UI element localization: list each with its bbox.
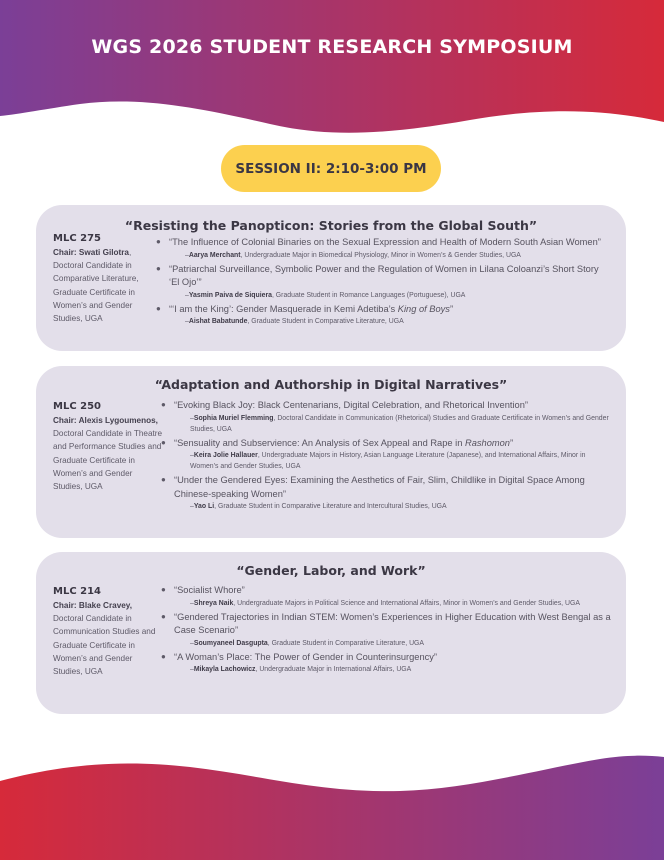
presenter-name: Keira Jolie Hallauer <box>193 452 258 459</box>
talk-item <box>159 611 611 649</box>
room-number: MLC 214 <box>53 586 102 597</box>
talk-title <box>174 437 609 451</box>
talk-title: “Gendered Trajectories in Indian STEM: Women’s Experiences in Higher Education with West Bengal as a Case Scenario” <box>174 611 611 635</box>
talk-item <box>159 399 609 435</box>
chair-name: Chair: Swati Gilotra <box>53 248 129 257</box>
chair-info <box>53 246 163 325</box>
talk-item <box>154 236 606 261</box>
talk-item <box>159 474 609 512</box>
chair-description: Doctoral Candidate in Comparative Literature, Graduate Certificate in Women’s and Gender Studies, UGA <box>53 261 139 324</box>
presenter: –Mikayla Lachowicz, Undergraduate Major in International Affairs, UGA <box>190 666 412 673</box>
presenter: –Yasmin Paiva de Siquiera, Graduate Student in Romance Languages (Portuguese), UGA <box>185 291 466 299</box>
presenter-name: Aarya Merchant <box>188 251 241 259</box>
footer-wave-banner <box>0 745 664 860</box>
bullet-icon: ● <box>156 263 161 273</box>
presenter-description: , Graduate Student in Comparative Literature, UGA <box>267 639 425 647</box>
talk-title: “Under the Gendered Eyes: Examining the Aesthetics of Fair, Slim, Childlike in Digital Space Among Chinese-speaking Women” <box>174 475 585 499</box>
presenter-description: , Graduate Student in Comparative Literature and Intercultural Studies, UGA <box>214 503 447 510</box>
talk-title-italic: King of Boys <box>397 303 450 314</box>
page-title: WGS 2026 STUDENT RESEARCH SYMPOSIUM <box>91 36 573 58</box>
chair-name: Chair: Alexis Lygoumenos, <box>53 416 158 425</box>
chair-separator: , <box>128 248 132 257</box>
talk-item <box>159 437 609 473</box>
chair-description: Doctoral Candidate in Communication Studies and Graduate Certificate in Women’s and Gender Studies, UGA <box>53 614 156 677</box>
talk-title: “The Influence of Colonial Binaries on the Sexual Expression and Health of Modern South Asian Women” <box>169 237 601 247</box>
talk-title: “Evoking Black Joy: Black Centenarians, Digital Celebration, and Rhetorical Invention” <box>174 400 528 410</box>
talk-title-text: “‘I am the King’: Gender Masquerade in Kemi Adetiba’s <box>169 303 398 314</box>
bullet-icon: ● <box>161 611 166 621</box>
talk-title: “Socialist Whore” <box>174 585 245 595</box>
presenter-name: Soumyaneel Dasgupta <box>193 639 268 647</box>
presenter: –Aishat Babatunde, Graduate Student in Comparative Literature, UGA <box>185 318 404 325</box>
room-number: MLC 275 <box>53 233 102 244</box>
room-number: MLC 250 <box>53 401 102 412</box>
bullet-icon: ● <box>161 437 166 447</box>
presenter-name: Yasmin Paiva de Siquiera <box>188 291 272 299</box>
bullet-icon: ● <box>156 237 161 246</box>
header-wave-banner <box>0 0 664 150</box>
talk-item <box>159 584 611 609</box>
panel-title: “Gender, Labor, and Work” <box>236 563 426 578</box>
presenter-description: , Undergraduate Majors in Political Science and International Affairs, Minor in Women’s and Gender Studies, UGA <box>233 599 580 607</box>
talk-list <box>154 236 606 329</box>
presenter-description: , Undergraduate Major in International Affairs, UGA <box>255 666 412 673</box>
talk-list <box>159 584 611 677</box>
bullet-icon: ● <box>161 400 166 409</box>
bullet-icon: ● <box>161 651 166 661</box>
presenter: –Soumyaneel Dasgupta, Graduate Student in Comparative Literature, UGA <box>190 639 425 647</box>
talk-title-end: ” <box>509 437 514 448</box>
panel-resisting-panopticon <box>36 205 626 351</box>
talk-item <box>159 651 611 676</box>
presenter: –Aarya Merchant, Undergraduate Major in Biomedical Physiology, Minor in Women’s & Gender Studies, UGA <box>185 251 521 259</box>
talk-item <box>154 303 606 328</box>
chair-info <box>53 599 163 678</box>
panel-digital-narratives <box>36 366 626 538</box>
panel-title: “Adaptation and Authorship in Digital Narratives” <box>154 377 508 392</box>
talk-title: “Patriarchal Surveillance, Symbolic Power and the Regulation of Women in Lilana Coloanzi’s Short Story ‘El Ojo’” <box>169 263 599 287</box>
bullet-icon: ● <box>161 585 166 594</box>
panel-info <box>53 400 163 493</box>
presenter-name: Aishat Babatunde <box>188 318 248 325</box>
panel-info <box>53 585 163 678</box>
chair-description: Doctoral Candidate in Theatre and Performance Studies and Graduate Certificate in Women’s and Gender Studies, UGA <box>53 429 163 492</box>
presenter-description: , Graduate Student in Romance Languages (Portuguese), UGA <box>271 291 466 299</box>
bullet-icon: ● <box>156 303 161 313</box>
chair-info <box>53 414 163 493</box>
presenter-description: , Graduate Student in Comparative Literature, UGA <box>247 318 404 325</box>
talk-item <box>154 263 606 301</box>
talk-title: “A Woman’s Place: The Power of Gender in Counterinsurgency” <box>174 651 438 662</box>
session-badge: SESSION II: 2:10-3:00 PM <box>221 145 441 192</box>
talk-list <box>159 399 609 514</box>
presenter: –Sophia Muriel Flemming, Doctoral Candidate in Communication (Rhetorical) Studies and Graduate Certificate in Women’s and Gender Studies, UGA <box>190 414 609 433</box>
presenter-description: , Undergraduate Major in Biomedical Physiology, Minor in Women’s & Gender Studies, UGA <box>240 251 521 259</box>
talk-title <box>169 303 606 317</box>
presenter: –Keira Jolie Hallauer, Undergraduate Majors in History, Asian Language Literature (Japanese), and International Affairs, Minor in Women’s and Gender Studies, UGA <box>190 452 586 470</box>
presenter: –Yao Li, Graduate Student in Comparative Literature and Intercultural Studies, UGA <box>190 503 447 510</box>
bullet-icon: ● <box>161 475 166 484</box>
panel-title: “Resisting the Panopticon: Stories from the Global South” <box>124 218 538 233</box>
presenter-name: Sophia Muriel Flemming <box>193 414 274 422</box>
presenter: –Shreya Naik, Undergraduate Majors in Political Science and International Affairs, Minor in Women’s and Gender Studies, UGA <box>190 599 580 607</box>
talk-title-end: ” <box>449 303 454 314</box>
presenter-name: Yao Li <box>193 503 215 510</box>
panel-info <box>53 232 163 325</box>
talk-title-text: “Sensuality and Subservience: An Analysis of Sex Appeal and Rape in <box>174 437 465 448</box>
talk-title-italic: Rashomon <box>464 437 510 448</box>
panel-gender-labor-work <box>36 552 626 714</box>
presenter-name: Shreya Naik <box>193 599 234 607</box>
presenter-description: , Doctoral Candidate in Communication (Rhetorical) Studies and Graduate Certificate in Women’s and Gender Studies, UGA <box>190 414 609 433</box>
chair-name: Chair: Blake Cravey, <box>53 601 133 610</box>
presenter-description: , Undergraduate Majors in History, Asian Language Literature (Japanese), and International Affairs, Minor in Women’s and Gender Studies, UGA <box>190 452 586 470</box>
presenter-name: Mikayla Lachowicz <box>193 666 256 673</box>
